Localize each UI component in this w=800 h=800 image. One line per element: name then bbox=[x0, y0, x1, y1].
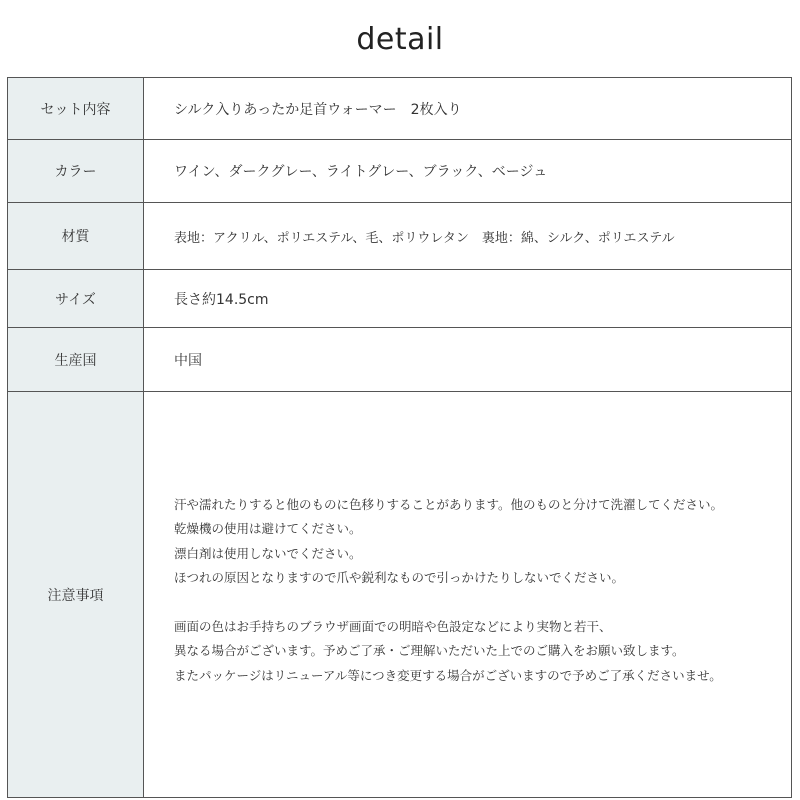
table-row-set-contents bbox=[8, 78, 792, 140]
row-label: 注意事項 bbox=[8, 392, 144, 798]
row-label: カラー bbox=[8, 140, 144, 203]
row-value: シルク入りあったか足首ウォーマー 2枚入り bbox=[144, 78, 792, 140]
table-row-size bbox=[8, 270, 792, 328]
row-value: 長さ約14.5cm bbox=[144, 270, 792, 328]
notes-block bbox=[174, 493, 791, 689]
note-line: ほつれの原因となりますので爪や鋭利なもので引っかけたりしないでください。 bbox=[174, 570, 625, 586]
page-title: detail bbox=[356, 22, 444, 57]
row-value: 中国 bbox=[144, 328, 792, 392]
note-line: 乾燥機の使用は避けてください。 bbox=[174, 521, 362, 537]
row-label: セット内容 bbox=[8, 78, 144, 140]
row-label: 材質 bbox=[8, 203, 144, 270]
table-row-notes bbox=[8, 392, 792, 798]
note-line: 汗や濡れたりすると他のものに色移りすることがあります。他のものと分けて洗濯してください。 bbox=[174, 496, 724, 512]
row-label: サイズ bbox=[8, 270, 144, 328]
row-value: 表地：アクリル、ポリエステル、毛、ポリウレタン 裏地：綿、シルク、ポリエステル bbox=[144, 203, 792, 270]
note-line: 漂白剤は使用しないでください。 bbox=[174, 545, 362, 561]
paragraph-spacer bbox=[174, 591, 791, 615]
table-row-color bbox=[8, 140, 792, 203]
row-value: ワイン、ダークグレー、ライトグレー、ブラック、ベージュ bbox=[144, 140, 792, 203]
table-row-origin bbox=[8, 328, 792, 392]
note-line: 画面の色はお手持ちのブラウザ画面での明暗や色設定などにより実物と若干、 bbox=[174, 618, 612, 634]
spec-table bbox=[7, 77, 792, 798]
note-line: またパッケージはリニューアル等につき変更する場合がございますので予めご了承くださいませ。 bbox=[174, 667, 722, 683]
note-line: 異なる場合がございます。予めご了承・ご理解いただいた上でのご購入をお願い致します。 bbox=[174, 643, 685, 659]
row-label: 生産国 bbox=[8, 328, 144, 392]
table-row-material bbox=[8, 203, 792, 270]
notes-cell bbox=[144, 392, 792, 798]
